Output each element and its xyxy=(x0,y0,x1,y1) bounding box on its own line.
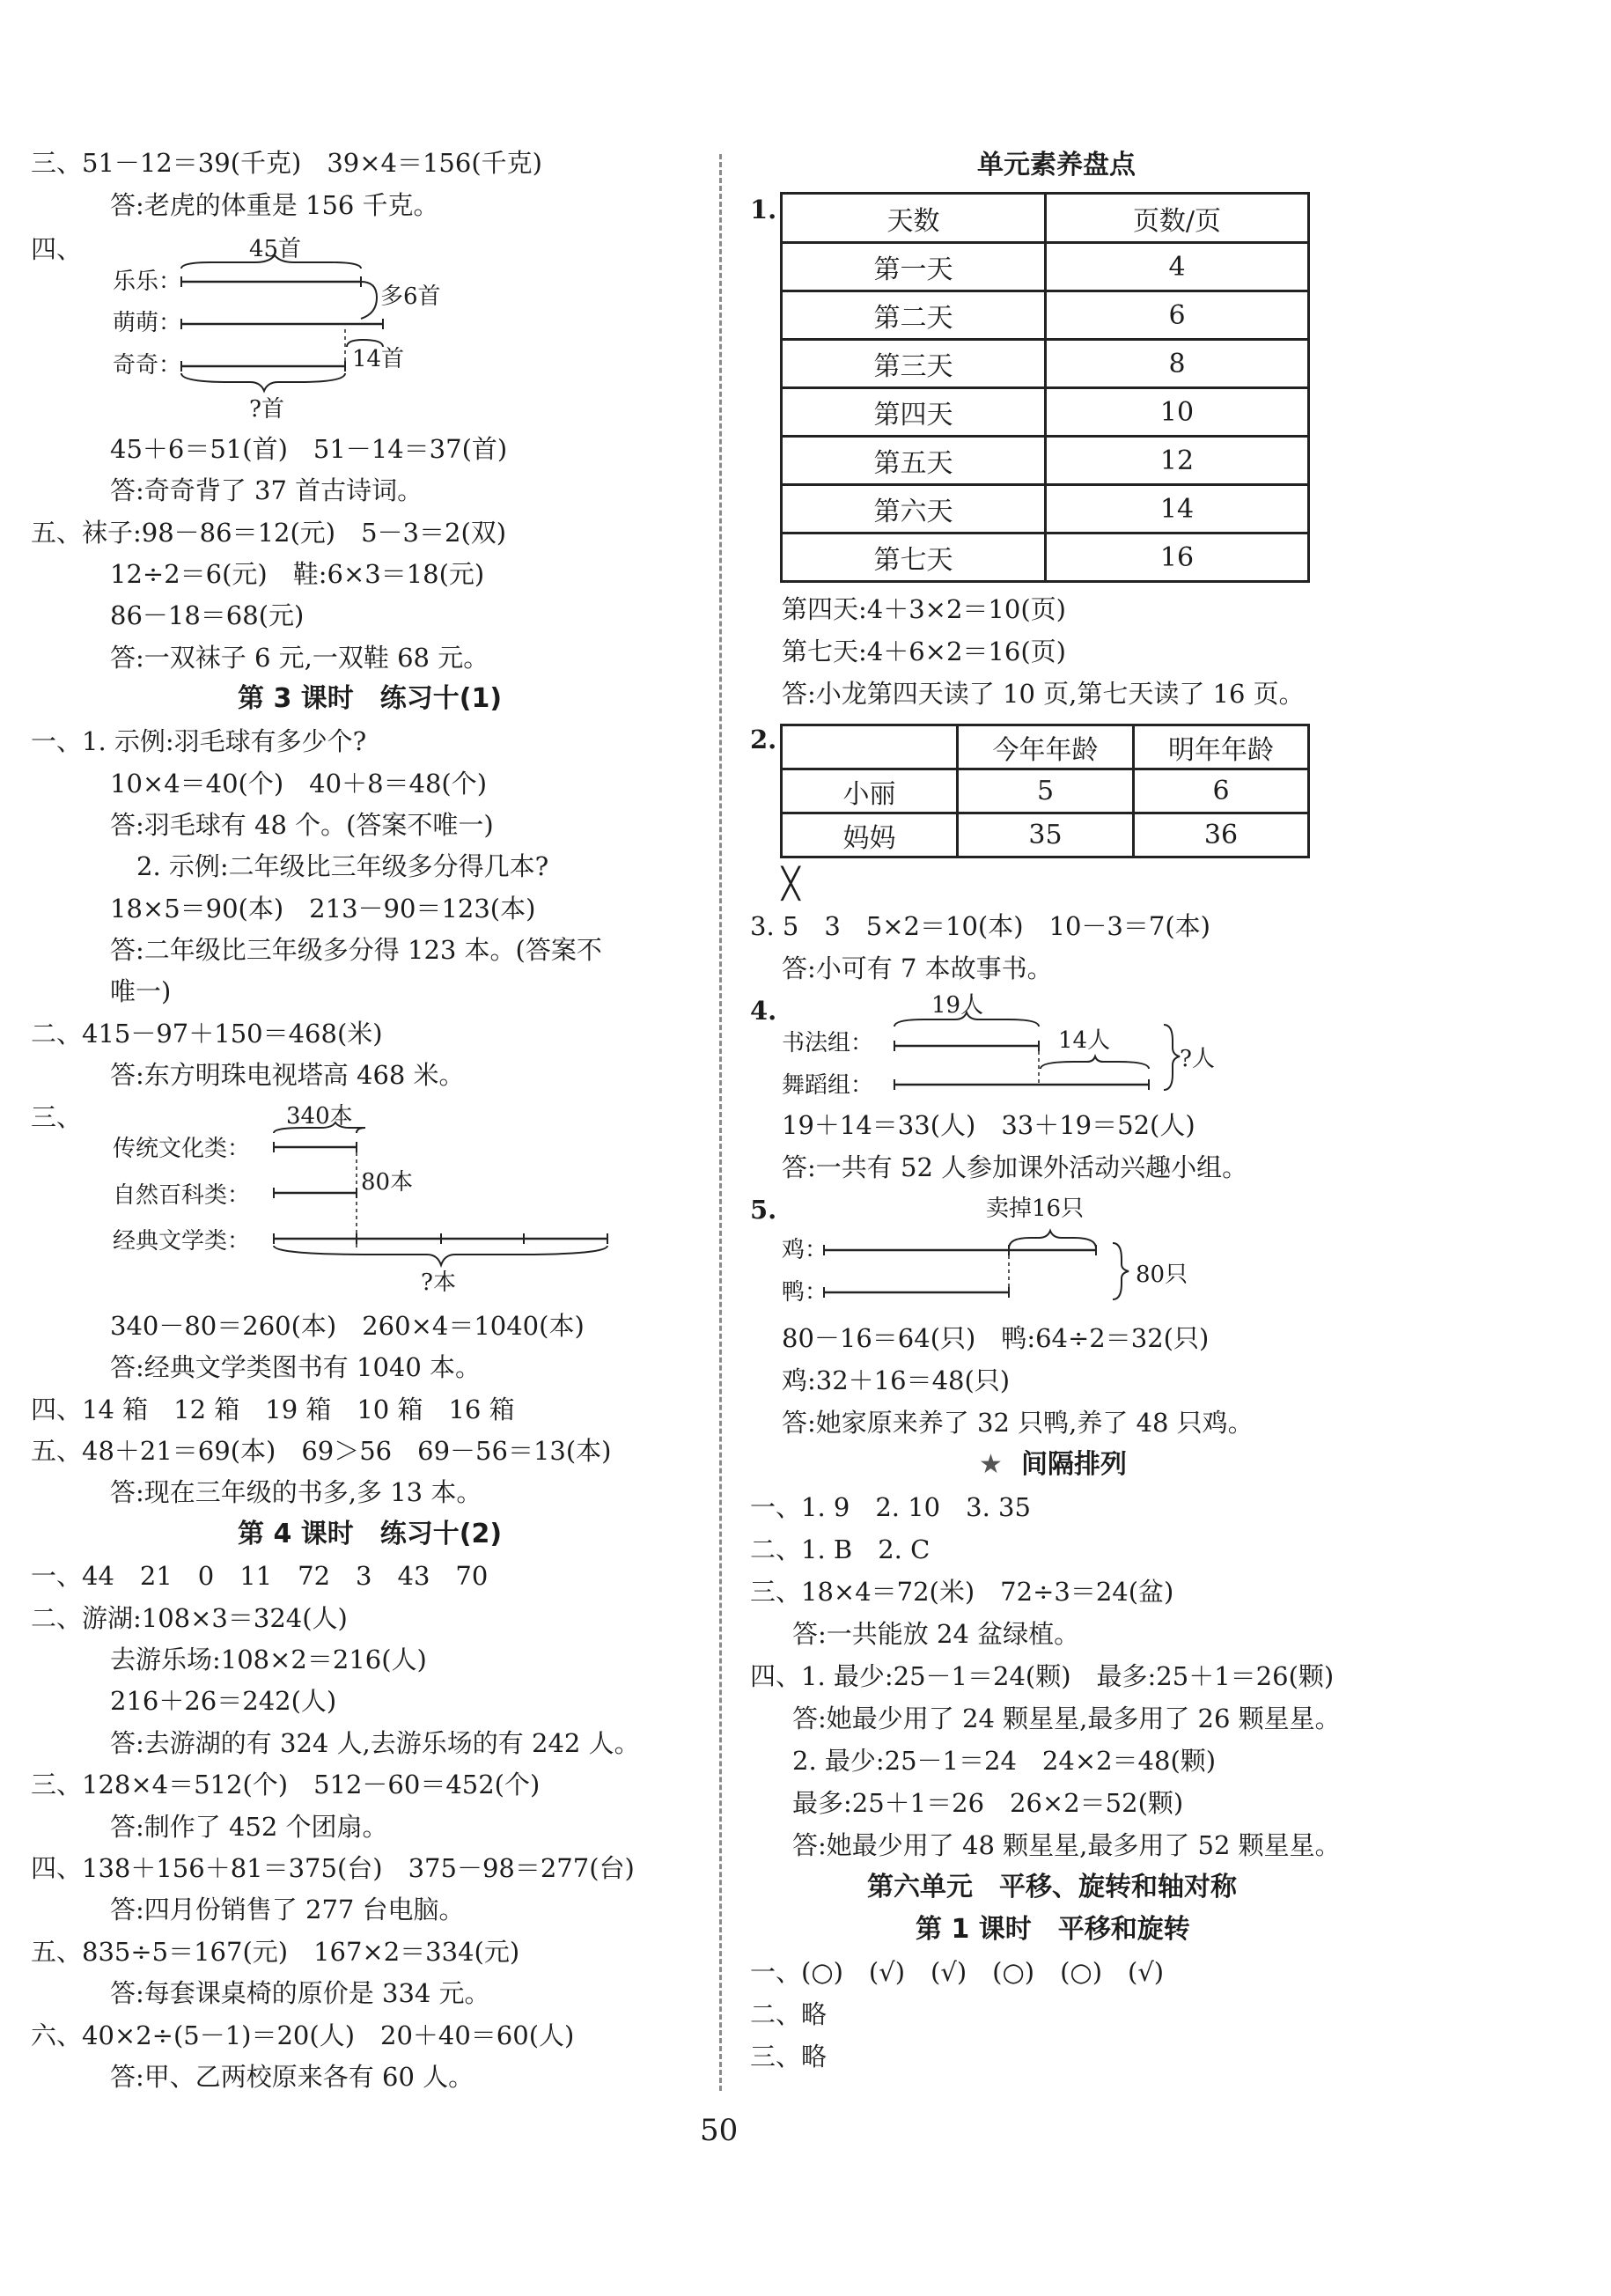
table-cell: 第四天 xyxy=(782,388,1046,437)
answer-line: 去游乐场:108×2＝216(人) xyxy=(110,1645,427,1674)
answer-line: 三、128×4＝512(个) 512－60＝452(个) xyxy=(31,1770,541,1799)
table-cell: 妈妈 xyxy=(782,813,958,857)
answer-line: 第四天:4＋3×2＝10(页) xyxy=(782,594,1066,624)
answer-line: 答:奇奇背了 37 首古诗词。 xyxy=(110,475,423,505)
table-cell: 小丽 xyxy=(782,769,958,813)
answer-line: 第七天:4＋6×2＝16(页) xyxy=(782,637,1066,666)
diagram-lines xyxy=(176,255,387,396)
table-cell: 10 xyxy=(1046,388,1309,437)
table-cell: 第六天 xyxy=(782,485,1046,534)
answer-line: 答:一双袜子 6 元,一双鞋 68 元。 xyxy=(110,643,489,673)
answer-line: 答:现在三年级的书多,多 13 本。 xyxy=(110,1477,482,1507)
diagram-row-label: 经典文学类： xyxy=(113,1228,251,1255)
section-heading: 间隔排列 xyxy=(1021,1449,1127,1480)
answer-line: 2. 示例:二年级比三年级多分得几本? xyxy=(136,851,549,881)
age-table xyxy=(780,724,1310,858)
diagram-lines xyxy=(889,1012,1180,1100)
diagram-label: 80只 xyxy=(1136,1262,1188,1288)
table-cell: 6 xyxy=(1134,769,1309,813)
diagram-lines xyxy=(819,1224,1131,1312)
answer-line: 答:一共能放 24 盆绿植。 xyxy=(792,1619,1080,1649)
answer-line: 答:经典文学类图书有 1040 本。 xyxy=(110,1352,482,1382)
answer-line: 三、51－12＝39(千克) 39×4＝156(千克) xyxy=(31,148,542,178)
answer-line: 四、1. 最少:25－1＝24(颗) 最多:25＋1＝26(颗) xyxy=(750,1661,1335,1691)
diagram-label: 14首 xyxy=(352,346,405,372)
answer-line: 答:她最少用了 24 颗星星,最多用了 26 颗星星。 xyxy=(792,1704,1341,1733)
table-cell: 35 xyxy=(958,813,1134,857)
diagram-label: ?本 xyxy=(421,1269,456,1296)
answer-line: 答:一共有 52 人参加课外活动兴趣小组。 xyxy=(782,1152,1248,1182)
answer-line: 一、(○) (√) (√) (○) (○) (√) xyxy=(750,1957,1165,1987)
diagram-row-label: 乐乐： xyxy=(113,269,182,295)
answer-line: 四、138＋156＋81＝375(台) 375－98＝277(台) xyxy=(31,1853,635,1883)
table-cell xyxy=(782,725,958,769)
question-number: 2. xyxy=(750,725,777,754)
answer-line: 答:东方明珠电视塔高 468 米。 xyxy=(110,1060,465,1090)
answer-line: 五、袜子:98－86＝12(元) 5－3＝2(双) xyxy=(31,518,507,548)
answer-line: 最多:25＋1＝26 26×2＝52(颗) xyxy=(792,1788,1184,1818)
diagram-row-label: 自然百科类： xyxy=(113,1182,251,1209)
table-cell: 第七天 xyxy=(782,534,1046,582)
question-number: 1. xyxy=(750,195,777,224)
answer-line: 18×5＝90(本) 213－90＝123(本) xyxy=(110,894,536,924)
table-header: 天数 xyxy=(782,194,1046,243)
answer-line: 答:她家原来养了 32 只鸭,养了 48 只鸡。 xyxy=(782,1408,1254,1438)
answer-line: 五、835÷5＝167(元) 167×2＝334(元) xyxy=(31,1937,520,1967)
section-heading: 单元素养盘点 xyxy=(977,150,1136,180)
question-number: 5. xyxy=(750,1195,777,1225)
question-number: 4. xyxy=(750,996,777,1026)
answer-line: 答:每套课桌椅的原价是 334 元。 xyxy=(110,1978,490,2008)
answer-line: 答:制作了 452 个团扇。 xyxy=(110,1812,388,1842)
table-header: 页数/页 xyxy=(1046,194,1309,243)
diagram-label: 卖掉16只 xyxy=(986,1196,1085,1222)
table-cell: 4 xyxy=(1046,243,1309,291)
section-heading: 第 3 课时 练习十(1) xyxy=(238,683,503,714)
diagram-lines xyxy=(268,1122,616,1272)
answer-line: 六、40×2÷(5－1)＝20(人) 20＋40＝60(人) xyxy=(31,2020,575,2050)
answer-line: 86－18＝68(元) xyxy=(110,600,305,630)
answer-line: 45＋6＝51(首) 51－14＝37(首) xyxy=(110,434,508,464)
diagram-row-label: 舞蹈组： xyxy=(782,1072,874,1099)
answer-line: 答:小可有 7 本故事书。 xyxy=(782,953,1053,983)
question-number: 三、 xyxy=(31,1102,83,1132)
table-cell: 第一天 xyxy=(782,243,1046,291)
answer-line: 3. 5 3 5×2＝10(本) 10－3＝7(本) xyxy=(750,911,1210,941)
diagram-row-label: 鸡： xyxy=(782,1237,828,1263)
answer-line: 216＋26＝242(人) xyxy=(110,1686,337,1716)
section-heading: 第 1 课时 平移和旋转 xyxy=(916,1914,1190,1945)
table-cell: 8 xyxy=(1046,340,1309,388)
answer-line: 一、1. 示例:羽毛球有多少个? xyxy=(31,726,367,756)
table-cell: 5 xyxy=(958,769,1134,813)
table-cell: 14 xyxy=(1046,485,1309,534)
diagram-label: ?人 xyxy=(1180,1046,1215,1072)
diagram-label: 19人 xyxy=(931,992,984,1019)
answer-line: 二、415－97＋150＝468(米) xyxy=(31,1019,383,1049)
answer-line: 答:甲、乙两校原来各有 60 人。 xyxy=(110,2062,474,2092)
answer-line: 答:老虎的体重是 156 千克。 xyxy=(110,190,439,220)
answer-line: 一、44 21 0 11 72 3 43 70 xyxy=(31,1561,489,1591)
diagram-row-label: 萌萌： xyxy=(113,310,182,336)
answer-line: 一、1. 9 2. 10 3. 35 xyxy=(750,1492,1031,1522)
table-cell: 12 xyxy=(1046,437,1309,485)
answer-line: 五、48＋21＝69(本) 69＞56 69－56＝13(本) xyxy=(31,1436,612,1466)
answer-line: 答:羽毛球有 48 个。(答案不唯一) xyxy=(110,810,494,840)
answer-line: 2. 最少:25－1＝24 24×2＝48(颗) xyxy=(792,1746,1217,1776)
answer-line: 340－80＝260(本) 260×4＝1040(本) xyxy=(110,1311,585,1341)
diagram-label: 80本 xyxy=(361,1169,414,1196)
diagram-row-label: 书法组： xyxy=(782,1030,874,1056)
star-icon: ★ xyxy=(979,1449,1003,1480)
diagram-label: 14人 xyxy=(1058,1027,1111,1054)
answer-line: 12÷2＝6(元) 鞋:6×3＝18(元) xyxy=(110,559,485,589)
diagram-row-label: 奇奇： xyxy=(113,352,182,379)
pages-table xyxy=(780,192,1310,583)
diagram-label: 45首 xyxy=(249,236,302,262)
question-number: 四、 xyxy=(31,234,83,264)
answer-line: 唯一) xyxy=(110,976,172,1006)
answer-line: 二、略 xyxy=(750,1999,828,2029)
table-cell: 第三天 xyxy=(782,340,1046,388)
cross-mark: ╳ xyxy=(782,866,800,901)
answer-line: 三、略 xyxy=(750,2042,828,2072)
answer-line: 答:四月份销售了 277 台电脑。 xyxy=(110,1895,465,1924)
table-header: 今年年龄 xyxy=(958,725,1134,769)
diagram-row-label: 鸭： xyxy=(782,1279,828,1306)
table-cell: 第二天 xyxy=(782,291,1046,340)
answer-line: 答:小龙第四天读了 10 页,第七天读了 16 页。 xyxy=(782,679,1305,709)
answer-line: 四、14 箱 12 箱 19 箱 10 箱 16 箱 xyxy=(31,1395,515,1424)
answer-line: 答:她最少用了 48 颗星星,最多用了 52 颗星星。 xyxy=(792,1830,1341,1860)
answer-line: 二、游湖:108×3＝324(人) xyxy=(31,1603,348,1633)
diagram-label: 多6首 xyxy=(380,283,441,310)
answer-line: 鸡:32＋16＝48(只) xyxy=(782,1365,1011,1395)
table-cell: 16 xyxy=(1046,534,1309,582)
answer-line: 19＋14＝33(人) 33＋19＝52(人) xyxy=(782,1110,1195,1140)
answer-line: 80－16＝64(只) 鸭:64÷2＝32(只) xyxy=(782,1323,1210,1353)
table-cell: 36 xyxy=(1134,813,1309,857)
answer-line: 10×4＝40(个) 40＋8＝48(个) xyxy=(110,769,488,798)
unit-heading: 第六单元 平移、旋转和轴对称 xyxy=(867,1872,1237,1902)
diagram-label: 340本 xyxy=(286,1103,353,1130)
answer-line: 二、1. B 2. C xyxy=(750,1534,931,1564)
table-cell: 第五天 xyxy=(782,437,1046,485)
column-divider xyxy=(719,154,722,2091)
page-number: 50 xyxy=(700,2113,739,2148)
answer-line: 三、18×4＝72(米) 72÷3＝24(盆) xyxy=(750,1577,1174,1607)
diagram-row-label: 传统文化类： xyxy=(113,1136,251,1162)
table-header: 明年年龄 xyxy=(1134,725,1309,769)
table-cell: 6 xyxy=(1046,291,1309,340)
answer-line: 答:去游湖的有 324 人,去游乐场的有 242 人。 xyxy=(110,1728,640,1758)
answer-line: 答:二年级比三年级多分得 123 本。(答案不 xyxy=(110,935,602,965)
line-segment-diagram xyxy=(0,0,1,1)
section-heading: 第 4 课时 练习十(2) xyxy=(238,1519,503,1549)
diagram-label: ?首 xyxy=(249,396,284,423)
